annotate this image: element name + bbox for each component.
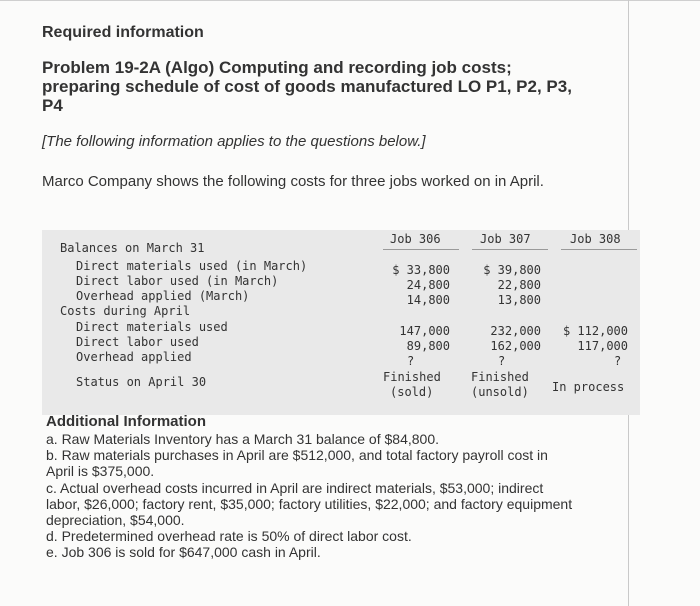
job307-oh-april: ? — [498, 354, 506, 368]
additional-info-list — [46, 431, 576, 561]
required-heading: Required information — [42, 24, 204, 41]
job306-status-line2: (sold) — [390, 385, 434, 399]
additional-item-e: e. Job 306 is sold for $647,000 cash in April. — [46, 544, 321, 561]
additional-item-c: c. Actual overhead costs incurred in April are indirect materials, $53,000; indirect labor, $26,000; factory rent, $35,000; factory utilities, $22,000; and factory equipment depreciation, $54,000. — [46, 479, 573, 529]
job306-dm-april: 147,000 — [399, 324, 450, 338]
label-dm-march: Direct materials used (in March) — [76, 259, 308, 273]
col-306-underline — [383, 249, 459, 250]
label-oh-april: Overhead applied — [76, 350, 192, 364]
additional-info-heading: Additional Information — [46, 413, 206, 430]
label-balances: Balances on March 31 — [60, 241, 205, 255]
intro-text: Marco Company shows the following costs for three jobs worked on in April. — [42, 173, 544, 190]
label-costs-april: Costs during April — [60, 304, 191, 318]
col-308-underline — [561, 249, 637, 250]
job307-status-line1: Finished — [471, 370, 529, 384]
additional-item-a: a. Raw Materials Inventory has a March 31 balance of $84,800. — [46, 431, 439, 447]
frame-top-border — [0, 0, 700, 1]
job308-oh-april: ? — [614, 354, 622, 368]
label-dl-april: Direct labor used — [76, 335, 199, 349]
col-job-306: Job 306 — [390, 232, 441, 246]
job307-dm-march: $ 39,800 — [483, 263, 541, 277]
col-job-307: Job 307 — [480, 232, 531, 246]
label-dl-march: Direct labor used (in March) — [76, 274, 279, 288]
job306-oh-march: 14,800 — [406, 293, 450, 307]
job308-dm-april: $ 112,000 — [562, 324, 628, 338]
job306-dl-april: 89,800 — [406, 339, 450, 353]
job306-dl-march: 24,800 — [406, 278, 450, 292]
job307-status-line2: (unsold) — [471, 385, 529, 399]
additional-item-b: b. Raw materials purchases in April are $512,000, and total factory payroll cost in April is $375,000. — [46, 447, 548, 480]
problem-title: Problem 19-2A (Algo) Computing and recording job costs; preparing schedule of cost of goods manufactured LO P1, P2, P3, P4 — [42, 58, 572, 115]
job306-status-line1: Finished — [383, 370, 441, 384]
job307-dl-april: 162,000 — [490, 339, 541, 353]
label-oh-march: Overhead applied (March) — [76, 289, 250, 303]
label-status: Status on April 30 — [76, 375, 207, 389]
applies-note: [The following information applies to the questions below.] — [42, 133, 426, 150]
job307-oh-march: 13,800 — [497, 293, 541, 307]
label-dm-april: Direct materials used — [76, 320, 228, 334]
job307-dl-march: 22,800 — [497, 278, 541, 292]
col-307-underline — [472, 249, 548, 250]
job307-dm-april: 232,000 — [490, 324, 541, 338]
job308-dl-april: 117,000 — [577, 339, 628, 353]
job306-dm-march: $ 33,800 — [392, 263, 450, 277]
additional-item-d: d. Predetermined overhead rate is 50% of direct labor cost. — [46, 528, 412, 545]
job308-status: In process — [552, 380, 625, 394]
job306-oh-april: ? — [407, 354, 415, 368]
col-job-308: Job 308 — [570, 232, 621, 246]
